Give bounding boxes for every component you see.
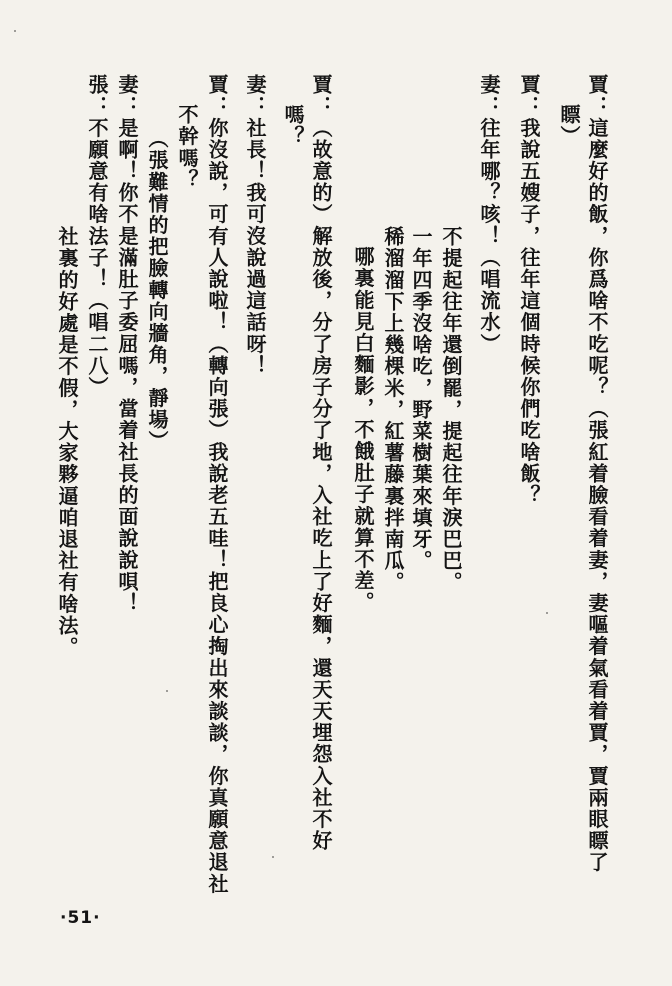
text-column-1: 賈：這麼好的飯，你爲啥不吃呢？（張紅着臉看着妻，妻嘔着氣看着賈，賈兩眼瞟了 <box>585 74 609 874</box>
text-column-2: 瞟） <box>557 104 581 148</box>
verse-line-2: 一年四季沒啥吃，野菜樹葉來填牙。 <box>409 226 433 572</box>
print-speck <box>272 856 274 858</box>
text-column-13: 不幹嗎？ <box>175 104 199 191</box>
print-speck <box>166 690 168 692</box>
stage-direction: （張難情的把臉轉向牆角，靜場） <box>145 128 169 452</box>
text-column-9: 賈：（故意的）解放後，分了房子分了地，入社吃上了好麵，還天天埋怨入社不好 <box>309 74 333 852</box>
text-column-16: 張：不願意有啥法子！（唱二八） <box>85 74 109 398</box>
text-column-4: 妻：往年哪？咳！（唱流水） <box>477 74 501 355</box>
verse-line-5: 社裏的好處是不假，大家夥逼咱退社有啥法。 <box>55 226 79 658</box>
print-speck <box>546 612 548 614</box>
text-column-15: 妻：是啊！你不是滿肚子委屈嗎，當着社長的面說說唄！ <box>115 74 139 614</box>
text-column-11: 妻：社長！我可沒說過這話呀！ <box>243 74 267 377</box>
page-number: ·51· <box>60 908 101 928</box>
verse-line-1: 不提起往年還倒罷，提起往年淚巴巴。 <box>439 226 463 594</box>
print-speck <box>14 30 16 32</box>
text-column-12: 賈：你沒說，可有人說啦！（轉向張）我說老五哇！把良心掏出來談談，你真願意退社 <box>205 74 229 895</box>
verse-line-3: 稀溜溜下上幾棵米，紅薯藤裏拌南瓜。 <box>381 226 405 594</box>
text-column-3: 賈：我說五嫂子，往年這個時候你們吃啥飯？ <box>517 74 541 506</box>
verse-line-4: 哪裏能見白麵影，不餓肚子就算不差。 <box>351 246 375 614</box>
text-column-10: 嗎？ <box>281 104 305 148</box>
